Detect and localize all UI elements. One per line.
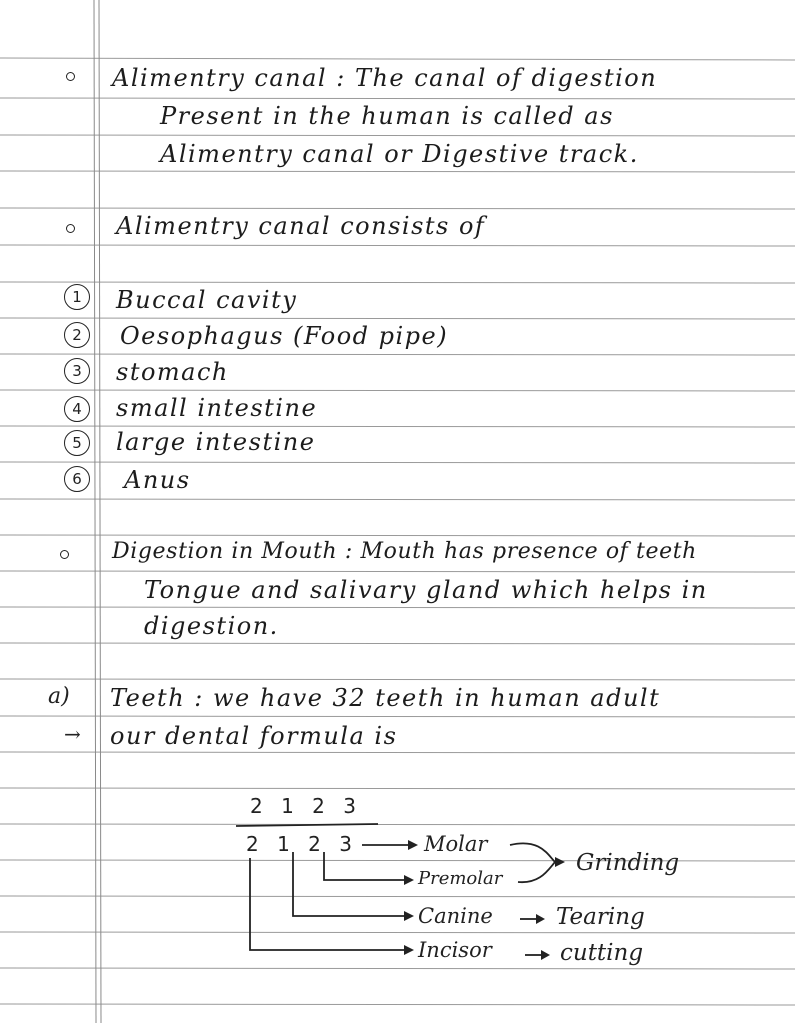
list-item: large intestine: [116, 428, 316, 456]
mouth-line-3: digestion.: [144, 612, 279, 640]
canine-connector: [293, 852, 404, 916]
list-number: 3: [64, 358, 90, 384]
arrowhead: [404, 875, 414, 885]
list-number: 6: [64, 466, 90, 492]
arrowhead: [404, 945, 414, 955]
label-tearing: Tearing: [556, 904, 645, 930]
alimentary-line-3: Alimentry canal or Digestive track.: [160, 140, 639, 168]
label-molar: Molar: [424, 832, 488, 856]
list-item: Buccal cavity: [116, 286, 298, 314]
arrowhead: [404, 911, 414, 921]
arrowhead: [408, 840, 418, 850]
section-marker-a: a): [48, 684, 70, 709]
grinding-brace: [510, 843, 555, 882]
list-item: small intestine: [116, 394, 318, 422]
list-number: 4: [64, 396, 90, 422]
alimentary-line-1: Alimentry canal : The canal of digestion: [112, 64, 658, 92]
list-number: 1: [64, 284, 90, 310]
list-item: stomach: [116, 358, 229, 386]
list-item: Oesophagus (Food pipe): [120, 322, 449, 350]
teeth-line-2: our dental formula is: [110, 722, 398, 750]
fraction-bar: [236, 824, 378, 826]
formula-top: 2 1 2 3: [250, 794, 362, 818]
label-cutting: cutting: [560, 940, 644, 966]
label-incisor: Incisor: [418, 938, 492, 962]
list-number: 5: [64, 430, 90, 456]
arrowhead: [541, 950, 550, 960]
formula-bottom: 2 1 2 3: [246, 832, 358, 856]
list-item: Anus: [124, 466, 191, 494]
consists-heading: Alimentry canal consists of: [116, 212, 486, 240]
alimentary-line-2: Present in the human is called as: [160, 102, 614, 130]
label-canine: Canine: [418, 904, 493, 928]
arrow-icon: →: [64, 722, 81, 746]
arrowhead: [536, 914, 545, 924]
premolar-connector: [324, 852, 404, 880]
label-premolar: Premolar: [418, 868, 503, 889]
label-grinding: Grinding: [576, 850, 680, 876]
incisor-connector: [250, 858, 404, 950]
arrowhead: [555, 857, 565, 867]
mouth-line-1: Digestion in Mouth : Mouth has presence of teeth: [112, 539, 697, 564]
teeth-line-1: Teeth : we have 32 teeth in human adult: [110, 684, 661, 712]
mouth-line-2: Tongue and salivary gland which helps in: [144, 576, 708, 604]
list-number: 2: [64, 322, 90, 348]
